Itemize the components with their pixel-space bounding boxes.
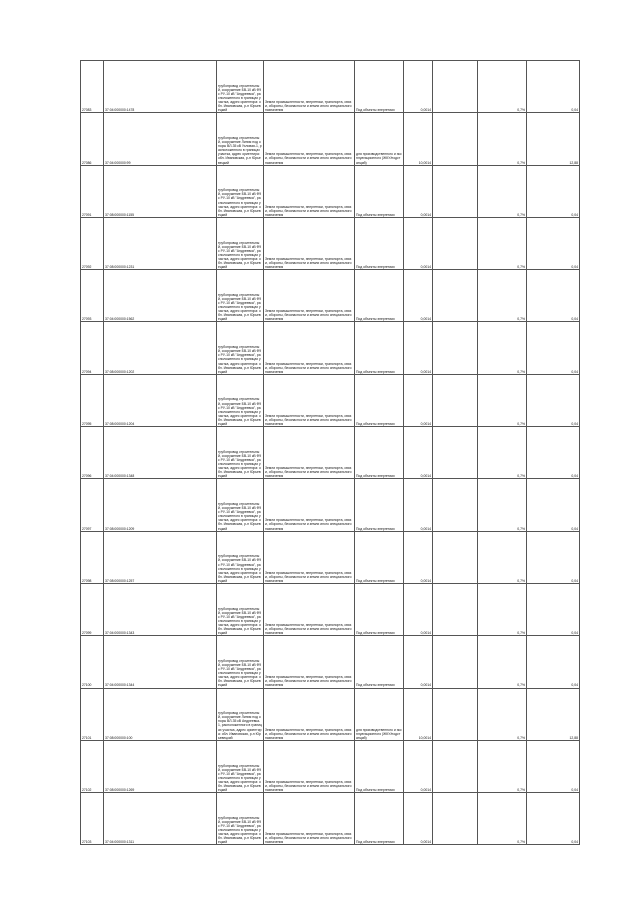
cell-land-category: Земли промышленности, энергетики, транспорта, связи, обороны, безопасности и земли иного специального назначения	[264, 793, 355, 845]
table-row	[81, 531, 580, 583]
cell-object-description: трубопровод строительный, сооружение БВ-10 кВ Ф9 с РУ-10 кВ "Андреевка", расположенного в границах участка, адрес ориентира: обл. Ивановская, р-н Юрьевецкий	[217, 583, 264, 635]
table-row	[81, 479, 580, 531]
cell-permitted-use: Под объекты энергетики	[355, 479, 404, 531]
cell-empty	[433, 270, 478, 322]
cell-cadastral-number: 37:08:000000:1155	[104, 165, 217, 217]
cell-object-description: трубопровод строительный, сооружение БВ-10 кВ Ф9 с РУ-10 кВ "Андреевка", расположенного в границах участка, адрес ориентира: обл. Ивановская, р-н Юрьевецкий	[217, 427, 264, 479]
cell-object-description: трубопровод строительный, сооружение БВ-10 кВ Ф9 с РУ-10 кВ "Андреевка", расположенного в границах участка, адрес ориентира: обл. Ивановская, р-н Юрьевецкий	[217, 322, 264, 374]
cell-tax-amount: 0,04	[527, 61, 580, 113]
cell-record-id: 27092	[81, 217, 104, 269]
cell-area: 0,0014	[404, 793, 433, 845]
cell-tax-amount: 0,04	[527, 322, 580, 374]
cell-record-id: 27096	[81, 427, 104, 479]
cell-tax-amount: 0,04	[527, 270, 580, 322]
cell-object-description: трубопровод строительный, сооружение БВ-10 кВ Ф9 с РУ-10 кВ "Андреевка", расположенного в границах участка, адрес ориентира: обл. Ивановская, р-н Юрьевецкий	[217, 793, 264, 845]
cell-area: 0,0014	[404, 374, 433, 426]
cell-record-id: 27097	[81, 479, 104, 531]
cell-tax-rate: 0,7%	[478, 793, 527, 845]
cell-cadastral-number: 37:08:000000:1204	[104, 374, 217, 426]
cell-tax-rate: 0,7%	[478, 217, 527, 269]
cell-area: 0,0014	[404, 740, 433, 792]
cell-record-id: 27095	[81, 374, 104, 426]
cell-land-category: Земли промышленности, энергетики, транспорта, связи, обороны, безопасности и земли иного специального назначения	[264, 165, 355, 217]
cell-land-category: Земли промышленности, энергетики, транспорта, связи, обороны, безопасности и земли иного специального назначения	[264, 740, 355, 792]
cell-record-id: 27083	[81, 61, 104, 113]
cell-land-category: Земли промышленности, энергетики, транспорта, связи, обороны, безопасности и земли иного специального назначения	[264, 113, 355, 165]
cell-tax-rate: 0,7%	[478, 322, 527, 374]
cell-permitted-use: Под объекты энергетики	[355, 61, 404, 113]
cell-empty	[433, 636, 478, 688]
cell-empty	[433, 61, 478, 113]
table-row	[81, 165, 580, 217]
table-row	[81, 427, 580, 479]
cell-tax-amount: 0,04	[527, 165, 580, 217]
cell-tax-amount: 0,04	[527, 374, 580, 426]
cell-tax-amount: 0,04	[527, 217, 580, 269]
cell-land-category: Земли промышленности, энергетики, транспорта, связи, обороны, безопасности и земли иного специального назначения	[264, 636, 355, 688]
cell-record-id: 27102	[81, 740, 104, 792]
cell-permitted-use: Под объекты энергетики	[355, 583, 404, 635]
cell-empty	[433, 374, 478, 426]
cell-tax-amount: 12,88	[527, 688, 580, 740]
cell-land-category: Земли промышленности, энергетики, транспорта, связи, обороны, безопасности и земли иного специального назначения	[264, 270, 355, 322]
cell-tax-amount: 0,04	[527, 427, 580, 479]
cell-object-description: трубопровод строительный, сооружение БВ-10 кВ Ф9 с РУ-10 кВ "Андреевка", расположенного в границах участка, адрес ориентира: обл. Ивановская, р-н Юрьевецкий	[217, 270, 264, 322]
cell-cadastral-number: 37:04:000000:99	[104, 113, 217, 165]
cell-area: 0,0014	[404, 583, 433, 635]
cell-empty	[433, 583, 478, 635]
cell-tax-rate: 0,7%	[478, 636, 527, 688]
cell-land-category: Земли промышленности, энергетики, транспорта, связи, обороны, безопасности и земли иного специального назначения	[264, 583, 355, 635]
cell-tax-rate: 0,7%	[478, 165, 527, 217]
cell-permitted-use: Под объекты энергетики	[355, 636, 404, 688]
table-row	[81, 583, 580, 635]
cell-tax-rate: 0,7%	[478, 740, 527, 792]
cell-tax-rate: 0,7%	[478, 583, 527, 635]
table-row	[81, 217, 580, 269]
cell-land-category: Земли промышленности, энергетики, транспорта, связи, обороны, безопасности и земли иного специального назначения	[264, 531, 355, 583]
cell-area: 0,0014	[404, 531, 433, 583]
cell-permitted-use: Под объекты энергетики	[355, 270, 404, 322]
cell-area: 10,0014	[404, 113, 433, 165]
cell-tax-amount: 12,88	[527, 113, 580, 165]
cell-empty	[433, 322, 478, 374]
cell-permitted-use: Под объекты энергетики	[355, 427, 404, 479]
cell-object-description: трубопровод строительный, сооружение БВ-10 кВ Ф9 с РУ-10 кВ "Андреевка", расположенного в границах участка, адрес ориентира: обл. Ивановская, р-н Юрьевецкий	[217, 374, 264, 426]
cell-tax-amount: 0,04	[527, 793, 580, 845]
cell-area: 0,0014	[404, 636, 433, 688]
cell-cadastral-number: 37:04:000000:1562	[104, 270, 217, 322]
table-row	[81, 793, 580, 845]
table-row	[81, 374, 580, 426]
cell-tax-amount: 0,04	[527, 531, 580, 583]
cell-tax-rate: 0,7%	[478, 374, 527, 426]
cell-land-category: Земли промышленности, энергетики, транспорта, связи, обороны, безопасности и земли иного специального назначения	[264, 374, 355, 426]
cell-area: 0,0014	[404, 322, 433, 374]
cell-tax-rate: 0,7%	[478, 61, 527, 113]
table-row	[81, 740, 580, 792]
cell-permitted-use: Под объекты энергетики	[355, 793, 404, 845]
cell-cadastral-number: 37:08:000000:1202	[104, 322, 217, 374]
cell-object-description: трубопровод строительный, сооружение БВ-10 кВ Ф9 с РУ-10 кВ "Андреевка", расположенного в границах участка, адрес ориентира: обл. Ивановская, р-н Юрьевецкий	[217, 531, 264, 583]
cell-object-description: трубопровод строительный, сооружение Линия под опоры ВЛ-35 кВ Андреевка-1, расположенного в границах участка, адрес ориентира: обл. Ивановская, р-н Юрьевецкий	[217, 688, 264, 740]
cell-record-id: 27100	[81, 636, 104, 688]
table-row	[81, 688, 580, 740]
cell-permitted-use: для производственного и эксплуатационного (ЖКУ/подстанций)	[355, 113, 404, 165]
cell-permitted-use: Под объекты энергетики	[355, 531, 404, 583]
cell-cadastral-number: 37:08:000000:1257	[104, 531, 217, 583]
cell-cadastral-number: 37:04:000000:1311	[104, 793, 217, 845]
cell-tax-amount: 0,04	[527, 583, 580, 635]
table-row	[81, 636, 580, 688]
cell-tax-amount: 0,04	[527, 479, 580, 531]
table-row	[81, 113, 580, 165]
table-row	[81, 322, 580, 374]
cell-area: 0,0014	[404, 479, 433, 531]
cell-permitted-use: для производственного и эксплуатационного (ЖКУ/подстанций)	[355, 688, 404, 740]
cell-land-category: Земли промышленности, энергетики, транспорта, связи, обороны, безопасности и земли иного специального назначения	[264, 217, 355, 269]
cell-cadastral-number: 37:04:000000:1343	[104, 583, 217, 635]
cell-land-category: Земли промышленности, энергетики, транспорта, связи, обороны, безопасности и земли иного специального назначения	[264, 479, 355, 531]
cell-record-id: 27091	[81, 165, 104, 217]
cell-record-id: 27103	[81, 793, 104, 845]
land-plot-table	[80, 60, 580, 845]
cell-empty	[433, 793, 478, 845]
cell-empty	[433, 688, 478, 740]
cell-area: 0,0014	[404, 165, 433, 217]
table-row	[81, 270, 580, 322]
cell-object-description: трубопровод строительный, сооружение БВ-10 кВ Ф9 с РУ-10 кВ "Андреевка", расположенного в границах участка, адрес ориентира: обл. Ивановская, р-н Юрьевецкий	[217, 479, 264, 531]
cell-area: 0,0014	[404, 427, 433, 479]
cell-tax-rate: 0,7%	[478, 531, 527, 583]
cell-empty	[433, 427, 478, 479]
table-row	[81, 61, 580, 113]
cell-object-description: трубопровод строительный, сооружение БВ-10 кВ Ф9 с РУ-10 кВ "Андреевка", расположенного в границах участка, адрес ориентира: обл. Ивановская, р-н Юрьевецкий	[217, 61, 264, 113]
cell-record-id: 27101	[81, 688, 104, 740]
cell-empty	[433, 113, 478, 165]
cell-tax-rate: 0,7%	[478, 113, 527, 165]
cell-land-category: Земли промышленности, энергетики, транспорта, связи, обороны, безопасности и земли иного специального назначения	[264, 61, 355, 113]
cell-area: 0,0014	[404, 270, 433, 322]
cell-permitted-use: Под объекты энергетики	[355, 374, 404, 426]
cell-empty	[433, 165, 478, 217]
cell-empty	[433, 217, 478, 269]
cell-land-category: Земли промышленности, энергетики, транспорта, связи, обороны, безопасности и земли иного специального назначения	[264, 322, 355, 374]
cell-cadastral-number: 37:08:000000:1209	[104, 479, 217, 531]
cell-cadastral-number: 37:04:000000:1478	[104, 61, 217, 113]
cell-cadastral-number: 37:08:000000:1231	[104, 217, 217, 269]
cell-permitted-use: Под объекты энергетики	[355, 322, 404, 374]
cell-record-id: 27099	[81, 583, 104, 635]
cell-record-id: 27098	[81, 531, 104, 583]
cell-cadastral-number: 37:08:000000:1269	[104, 740, 217, 792]
cell-object-description: трубопровод строительный, сооружение БВ-10 кВ Ф9 с РУ-10 кВ "Андреевка", расположенного в границах участка, адрес ориентира: обл. Ивановская, р-н Юрьевецкий	[217, 217, 264, 269]
cell-tax-rate: 0,7%	[478, 270, 527, 322]
cell-area: 10,0014	[404, 688, 433, 740]
cell-tax-rate: 0,7%	[478, 688, 527, 740]
cell-permitted-use: Под объекты энергетики	[355, 165, 404, 217]
cell-permitted-use: Под объекты энергетики	[355, 217, 404, 269]
cell-cadastral-number: 37:04:000000:1344	[104, 636, 217, 688]
cell-area: 0,0014	[404, 217, 433, 269]
cell-land-category: Земли промышленности, энергетики, транспорта, связи, обороны, безопасности и земли иного специального назначения	[264, 688, 355, 740]
cell-object-description: трубопровод строительный, сооружение БВ-10 кВ Ф9 с РУ-10 кВ "Андреевка", расположенного в границах участка, адрес ориентира: обл. Ивановская, р-н Юрьевецкий	[217, 740, 264, 792]
cell-record-id: 27094	[81, 322, 104, 374]
cell-empty	[433, 740, 478, 792]
cell-empty	[433, 531, 478, 583]
cell-permitted-use: Под объекты энергетики	[355, 740, 404, 792]
cell-cadastral-number: 37:08:000000:100	[104, 688, 217, 740]
cell-record-id: 27086	[81, 113, 104, 165]
cell-area: 0,0014	[404, 61, 433, 113]
cell-record-id: 27093	[81, 270, 104, 322]
cell-object-description: трубопровод строительный, сооружение БВ-10 кВ Ф9 с РУ-10 кВ "Андреевка", расположенного в границах участка, адрес ориентира: обл. Ивановская, р-н Юрьевецкий	[217, 165, 264, 217]
cell-object-description: трубопровод строительный, сооружение БВ-10 кВ Ф9 с РУ-10 кВ "Андреевка", расположенного в границах участка, адрес ориентира: обл. Ивановская, р-н Юрьевецкий	[217, 636, 264, 688]
cell-tax-rate: 0,7%	[478, 479, 527, 531]
cell-cadastral-number: 37:04:000000:1348	[104, 427, 217, 479]
cell-object-description: трубопровод строительный, сооружение Линия под опоры ВЛ-35 кВ Узловая-1, расположенного в границах участка, адрес ориентира: обл. Ивановская, р-н Юрьевецкий	[217, 113, 264, 165]
cell-tax-amount: 0,04	[527, 636, 580, 688]
cell-land-category: Земли промышленности, энергетики, транспорта, связи, обороны, безопасности и земли иного специального назначения	[264, 427, 355, 479]
cell-tax-amount: 0,04	[527, 740, 580, 792]
cell-empty	[433, 479, 478, 531]
cell-tax-rate: 0,7%	[478, 427, 527, 479]
